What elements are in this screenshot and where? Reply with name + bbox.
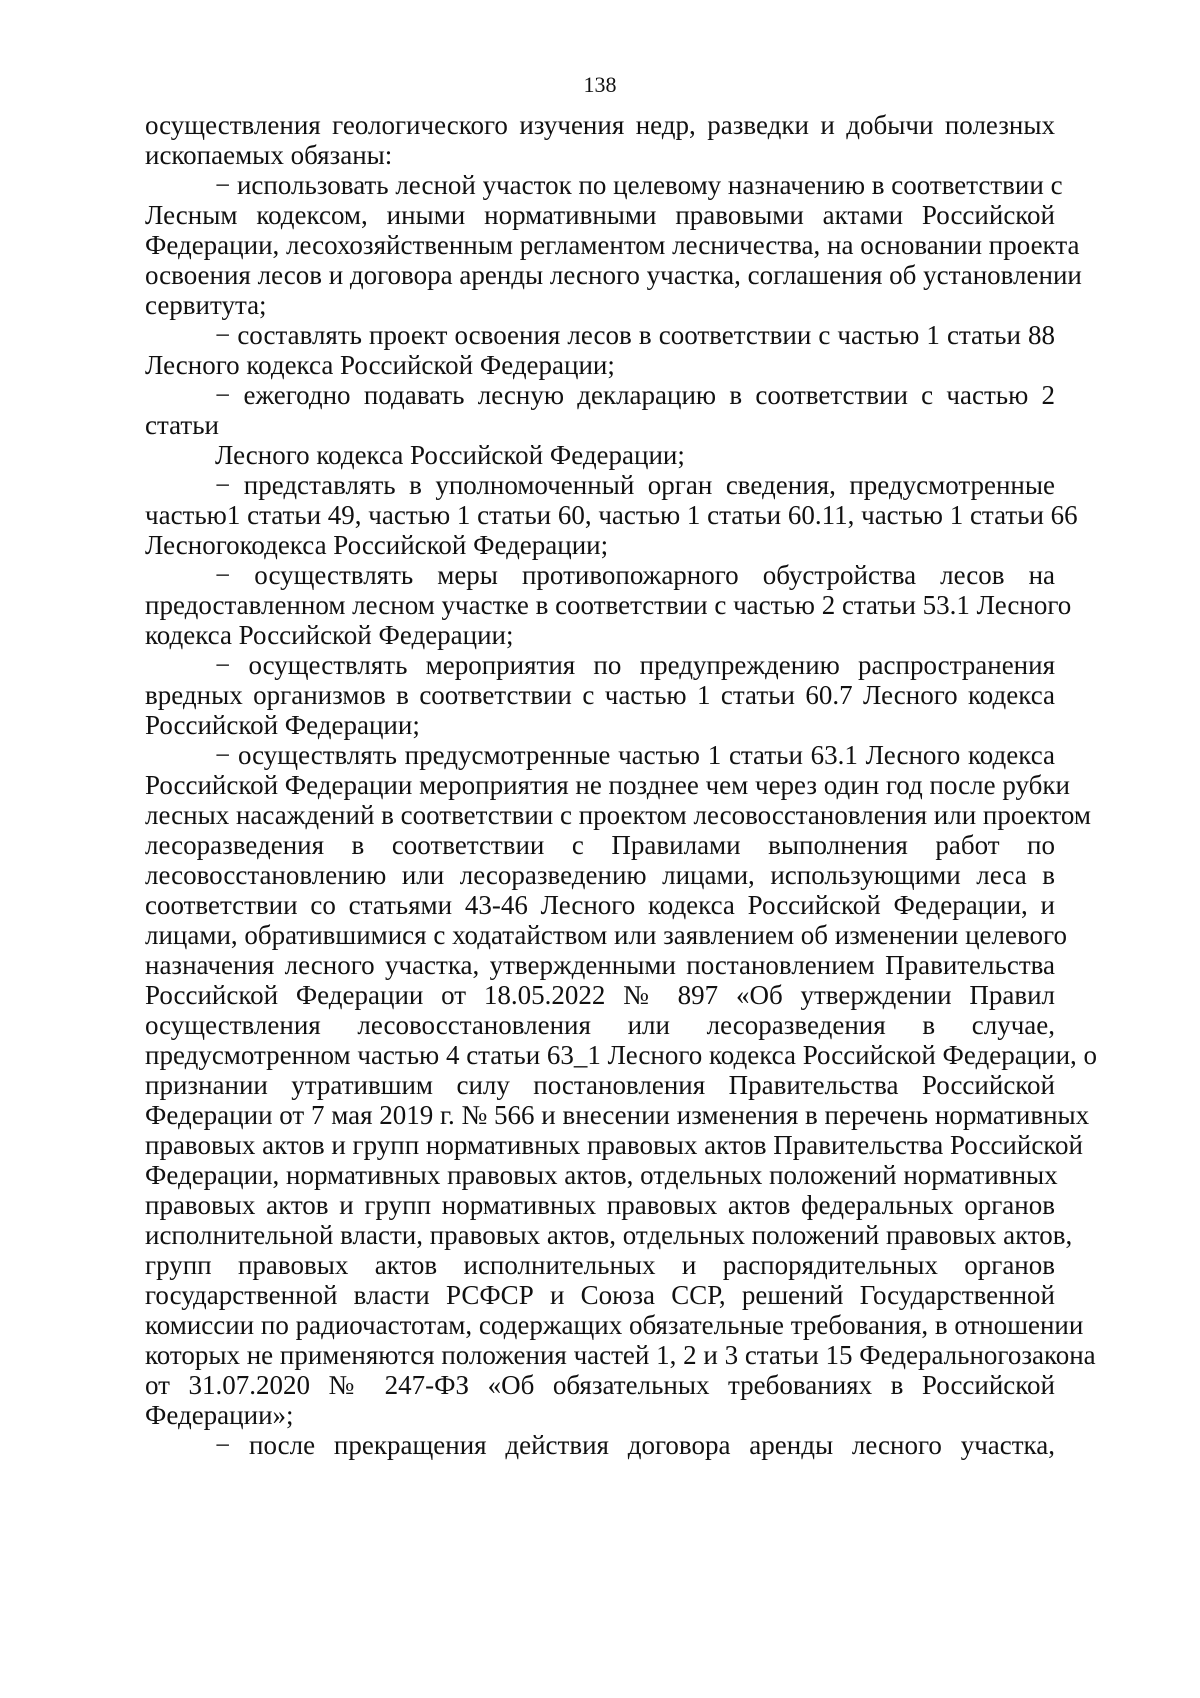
text-line: Лесного кодекса Российской Федерации;	[215, 440, 685, 470]
text-line: предоставленном лесном участке в соответствии с частью 2 статьи 53.1 Лесного	[145, 590, 1072, 620]
text-line: ископаемых обязаны:	[145, 140, 393, 170]
text-line: статьи	[145, 410, 219, 440]
text-line: осуществления геологического изучения недр, разведки и добычи полезных	[145, 110, 1055, 140]
text-line: освоения лесов и договора аренды лесного участка, соглашения об установлении	[145, 260, 1082, 290]
text-line: которых не применяются положения частей 1, 2 и 3 статьи 15 Федеральногозакона	[145, 1340, 1096, 1370]
text-line: кодекса Российской Федерации;	[145, 620, 514, 650]
text-line: лицами, обратившимися с ходатайством или заявлением об изменении целевого	[145, 920, 1067, 950]
text-line: Российской Федерации мероприятия не позднее чем через один год после рубки	[145, 770, 1070, 800]
text-line: правовых актов и групп нормативных правовых актов федеральных органов	[145, 1190, 1055, 1220]
text-line: − составлять проект освоения лесов в соответствии с частью 1 статьи 88	[215, 320, 1055, 350]
text-line: групп правовых актов исполнительных и распорядительных органов	[145, 1250, 1055, 1280]
text-line: предусмотренном частью 4 статьи 63_1 Лесного кодекса Российской Федерации, о	[145, 1040, 1098, 1070]
text-line: Лесным кодексом, иными нормативными правовыми актами Российской	[145, 200, 1055, 230]
text-line: Федерации»;	[145, 1400, 294, 1430]
text-line: осуществления лесовосстановления или лесоразведения в случае,	[145, 1010, 1055, 1040]
text-line: правовых актов и групп нормативных правовых актов Правительства Российской	[145, 1130, 1083, 1160]
text-line: Федерации, нормативных правовых актов, отдельных положений нормативных	[145, 1160, 1058, 1190]
text-line: лесовосстановлению или лесоразведению лицами, использующими леса в	[145, 860, 1055, 890]
text-line: Российской Федерации;	[145, 710, 420, 740]
text-line: лесоразведения в соответствии с Правилами выполнения работ по	[145, 830, 1055, 860]
text-line: Российской Федерации от 18.05.2022 № 897 «Об утверждении Правил	[145, 980, 1055, 1010]
text-line: исполнительной власти, правовых актов, отдельных положений правовых актов,	[145, 1220, 1073, 1250]
text-line: сервитута;	[145, 290, 267, 320]
text-line: − использовать лесной участок по целевому назначению в соответствии с	[215, 170, 1063, 200]
page-number: 138	[583, 72, 617, 97]
text-line: государственной власти РСФСР и Союза ССР, решений Государственной	[145, 1280, 1055, 1310]
text-line: частью1 статьи 49, частью 1 статьи 60, частью 1 статьи 60.11, частью 1 статьи 66	[145, 500, 1078, 530]
text-line: − после прекращения действия договора аренды лесного участка,	[215, 1430, 1055, 1460]
text-line: признании утратившим силу постановления Правительства Российской	[145, 1070, 1055, 1100]
text-line: Федерации от 7 мая 2019 г. № 566 и внесении изменения в перечень нормативных	[145, 1100, 1090, 1130]
text-line: − осуществлять мероприятия по предупреждению распространения	[215, 650, 1055, 680]
text-line: − осуществлять предусмотренные частью 1 статьи 63.1 Лесного кодекса	[215, 740, 1055, 770]
text-line: от 31.07.2020 № 247-ФЗ «Об обязательных требованиях в Российской	[145, 1370, 1055, 1400]
text-line: Лесногокодекса Российской Федерации;	[145, 530, 609, 560]
text-line: комиссии по радиочастотам, содержащих обязательные требования, в отношении	[145, 1310, 1084, 1340]
text-line: Федерации, лесохозяйственным регламентом лесничества, на основании проекта	[145, 230, 1080, 260]
text-line: соответствии со статьями 43-46 Лесного кодекса Российской Федерации, и	[145, 890, 1055, 920]
text-line: − осуществлять меры противопожарного обустройства лесов на	[215, 560, 1055, 590]
text-line: − представлять в уполномоченный орган сведения, предусмотренные	[215, 470, 1055, 500]
text-line: назначения лесного участка, утвержденными постановлением Правительства	[145, 950, 1055, 980]
text-line: лесных насаждений в соответствии с проектом лесовосстановления или проектом	[145, 800, 1091, 830]
text-line: вредных организмов в соответствии с частью 1 статьи 60.7 Лесного кодекса	[145, 680, 1055, 710]
text-line: − ежегодно подавать лесную декларацию в соответствии с частью 2	[215, 380, 1055, 410]
text-line: Лесного кодекса Российской Федерации;	[145, 350, 615, 380]
